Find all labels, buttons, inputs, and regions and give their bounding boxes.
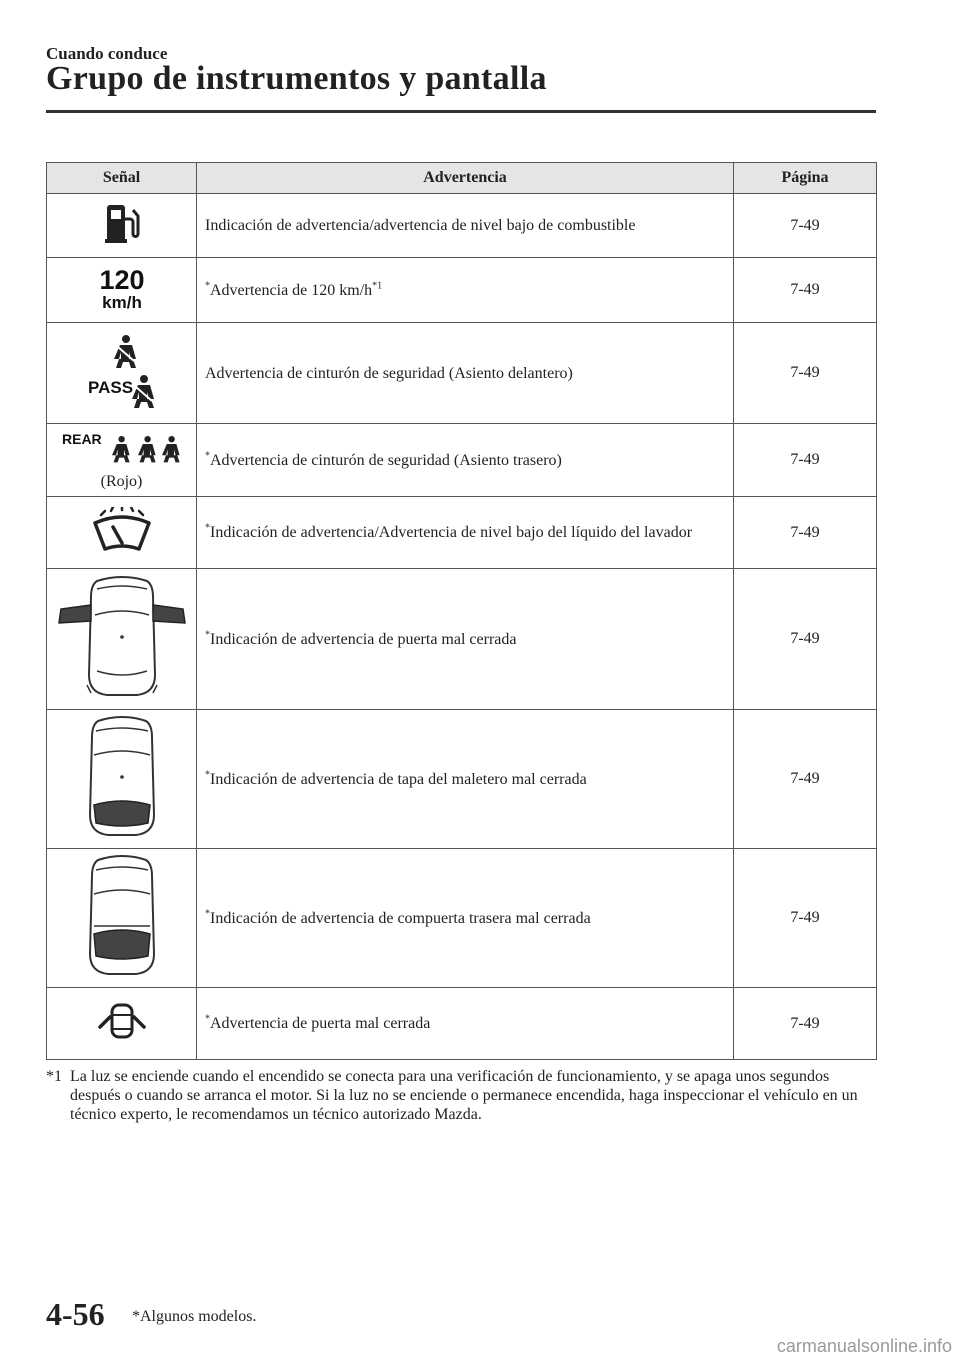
warning-text: *Indicación de advertencia/Advertencia de nivel bajo del líquido del lavador bbox=[197, 497, 734, 569]
table-row bbox=[47, 258, 877, 323]
icon-color-caption: (Rojo) bbox=[100, 472, 143, 490]
page-ref: 7-49 bbox=[734, 323, 877, 424]
section-label: Cuando conduce bbox=[46, 44, 168, 63]
door-ajar-car-icon bbox=[57, 575, 187, 704]
table-row bbox=[47, 424, 877, 497]
washer-fluid-warning-icon bbox=[91, 507, 153, 558]
page-ref: 7-49 bbox=[734, 424, 877, 497]
table-row bbox=[47, 569, 877, 710]
warning-text: Indicación de advertencia/advertencia de nivel bajo de combustible bbox=[197, 194, 734, 258]
page-ref: 7-49 bbox=[734, 569, 877, 710]
liftgate-ajar-car-icon bbox=[82, 854, 162, 983]
page-ref: 7-49 bbox=[734, 194, 877, 258]
page-ref: 7-49 bbox=[734, 497, 877, 569]
footnote-text: La luz se enciende cuando el encendido se conecta para una verificación de funcionamiento, y se apaga unos segundos después o cuando se arranca el motor. Si la luz no se enciende o permanece encendida, haga inspeccionar el vehículo en un técnico experto, le recomendamos un técnico autorizado Mazda. bbox=[70, 1068, 858, 1123]
seatbelt-rear-warning-icon bbox=[62, 430, 182, 469]
watermark: carmanualsonline.info bbox=[776, 1336, 952, 1356]
warning-table bbox=[46, 162, 877, 1060]
page-ref: 7-49 bbox=[734, 849, 877, 988]
col-header-signal: Señal bbox=[47, 163, 197, 194]
page-ref: 7-49 bbox=[734, 988, 877, 1060]
table-header-row bbox=[47, 163, 877, 194]
col-header-page: Página bbox=[734, 163, 877, 194]
table-row bbox=[47, 988, 877, 1060]
footnote-block bbox=[46, 1067, 866, 1124]
col-header-warning: Advertencia bbox=[197, 163, 734, 194]
table-row bbox=[47, 497, 877, 569]
seatbelt-front-warning-icon bbox=[86, 331, 158, 416]
table-row bbox=[47, 323, 877, 424]
models-footnote: *Algunos modelos. bbox=[132, 1308, 257, 1325]
warning-text: *Advertencia de 120 $km/h^{*1}$ bbox=[197, 258, 734, 323]
speed-120-warning-icon bbox=[94, 265, 150, 316]
table-row bbox=[47, 194, 877, 258]
warning-text: *Indicación de advertencia de puerta mal cerrada bbox=[197, 569, 734, 710]
rear-label: REAR bbox=[61, 430, 102, 447]
page-ref: 7-49 bbox=[734, 258, 877, 323]
warning-text: *Indicación de advertencia de compuerta trasera mal cerrada bbox=[197, 849, 734, 988]
table-row bbox=[47, 849, 877, 988]
trunk-ajar-car-icon bbox=[82, 715, 162, 844]
page-title: Grupo de instrumentos y pantalla bbox=[46, 60, 547, 97]
page-ref: 7-49 bbox=[734, 710, 877, 849]
door-ajar-warning-icon bbox=[96, 1001, 148, 1046]
footnote-marker: *1 bbox=[46, 1068, 62, 1085]
warning-text: Advertencia de cinturón de seguridad (Asiento delantero) bbox=[197, 323, 734, 424]
page-number: 4-56 bbox=[46, 1296, 105, 1332]
warning-text: *Advertencia de puerta mal cerrada bbox=[197, 988, 734, 1060]
pass-label: PASS bbox=[87, 377, 133, 397]
speed-120-number: 120 bbox=[98, 264, 145, 295]
table-row bbox=[47, 710, 877, 849]
fuel-warning-icon bbox=[104, 201, 140, 250]
title-rule bbox=[46, 110, 876, 113]
warning-text: *Indicación de advertencia de tapa del maletero mal cerrada bbox=[197, 710, 734, 849]
speed-120-unit: km/h bbox=[101, 292, 142, 311]
warning-text: *Advertencia de cinturón de seguridad (Asiento trasero) bbox=[197, 424, 734, 497]
